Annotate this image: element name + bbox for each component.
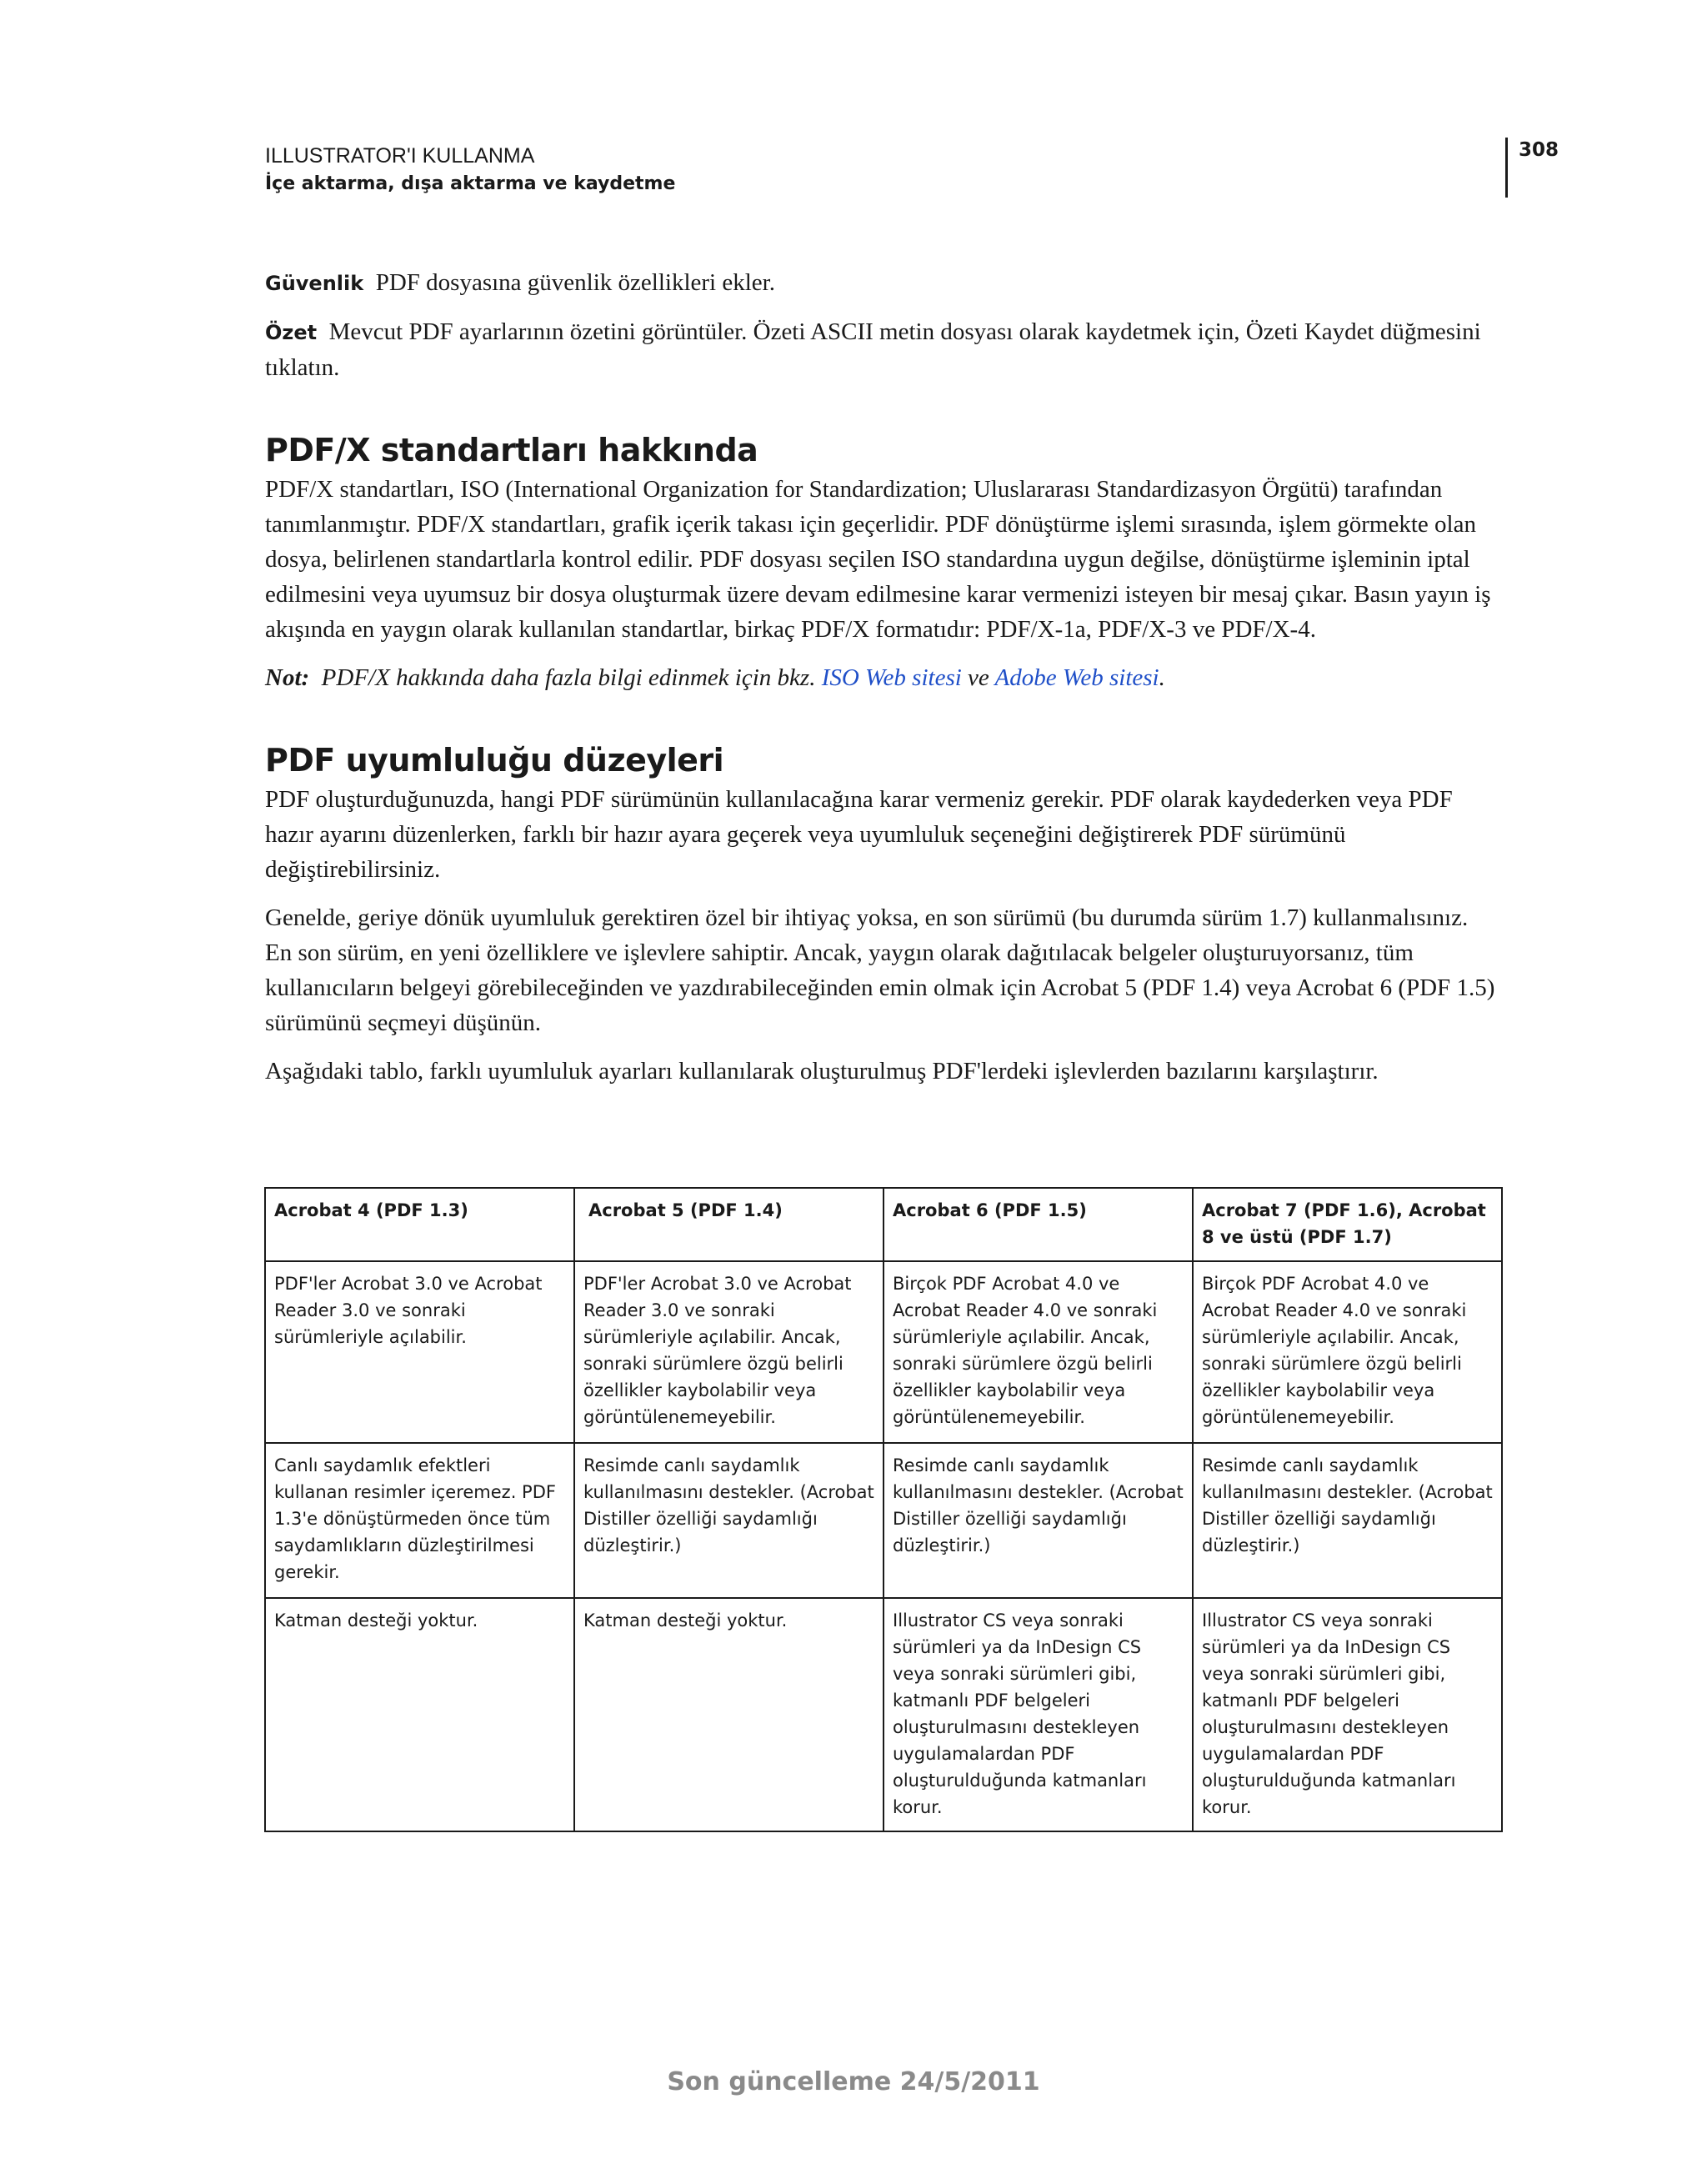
adobe-website-link[interactable]: Adobe Web sitesi: [994, 664, 1159, 691]
definition-guvenlik: [265, 265, 1499, 301]
header-divider: [1505, 138, 1508, 198]
table-row: [265, 1598, 1502, 1831]
footer-last-updated: Son güncelleme 24/5/2011: [667, 2067, 1040, 2096]
table-cell: PDF'ler Acrobat 3.0 ve Acrobat Reader 3.0 ve sonraki sürümleriyle açılabilir. Ancak, sonraki sürümlere özgü belirli özellikler kaybolabilir veya görüntülenemeyebilir.: [574, 1261, 884, 1443]
definition-term: Güvenlik: [265, 272, 364, 295]
section-title: İçe aktarma, dışa aktarma ve kaydetme: [265, 173, 676, 194]
table-row: [265, 1261, 1502, 1443]
table-header-cell: Acrobat 6 (PDF 1.5): [884, 1188, 1193, 1261]
note-label: Not:: [265, 664, 310, 691]
definition-text: PDF dosyasına güvenlik özellikleri ekler.: [375, 269, 775, 296]
running-header: [265, 142, 675, 198]
table-cell: Illustrator CS veya sonraki sürümleri ya da InDesign CS veya sonraki sürümleri gibi, katmanlı PDF belgeleri oluşturulmasını destekleyen uygulamalardan PDF oluşturulduğunda katmanları korur.: [884, 1598, 1193, 1831]
definition-ozet: [265, 314, 1499, 385]
table-cell: Illustrator CS veya sonraki sürümleri ya da InDesign CS veya sonraki sürümleri gibi, katmanlı PDF belgeleri oluşturulmasını destekleyen uygulamalardan PDF oluşturulduğunda katmanları korur.: [1193, 1598, 1502, 1831]
definition-text: Mevcut PDF ayarlarının özetini görüntüler. Özeti ASCII metin dosyası olarak kaydetmek için, Özeti Kaydet düğmesini tıklatın.: [265, 318, 1481, 381]
table-row: [265, 1443, 1502, 1598]
manual-title: ILLUSTRATOR'I KULLANMA: [265, 144, 535, 168]
heading-pdfx-standards: PDF/X standartları hakkında: [265, 432, 758, 468]
paragraph-compat-2: Genelde, geriye dönük uyumluluk gerektiren özel bir ihtiyaç yoksa, en son sürümü (bu durumda sürüm 1.7) kullanmalısınız. En son sürüm, en yeni özelliklere ve işlevlere sahiptir. Ancak, yaygın olarak dağıtılacak belgeler oluşturuyorsanız, tüm kullanıcıların belgeyi görebileceğinden ve yazdırabileceğinden emin olmak için Acrobat 5 (PDF 1.4) veya Acrobat 6 (PDF 1.5) sürümünü seçmeyi düşünün.: [265, 904, 1495, 1036]
table-header-cell: Acrobat 4 (PDF 1.3): [265, 1188, 574, 1261]
table-header-cell: Acrobat 5 (PDF 1.4): [574, 1188, 884, 1261]
table-cell: Resimde canlı saydamlık kullanılmasını destekler. (Acrobat Distiller özelliği saydamlığı düzleştirir.): [884, 1443, 1193, 1598]
main-content: [265, 265, 1499, 1089]
table-cell: Birçok PDF Acrobat 4.0 ve Acrobat Reader 4.0 ve sonraki sürümleriyle açılabilir. Ancak, sonraki sürümlere özgü belirli özellikler kaybolabilir veya görüntülenemeyebilir.: [884, 1261, 1193, 1443]
paragraph-compat-3: Aşağıdaki tablo, farklı uyumluluk ayarları kullanılarak oluşturulmuş PDF'lerdeki işlevlerden bazılarını karşılaştırır.: [265, 1058, 1379, 1084]
note-pdfx: [265, 660, 1499, 695]
note-end: .: [1159, 664, 1165, 691]
note-text: PDF/X hakkında daha fazla bilgi edinmek için bkz.: [321, 664, 816, 691]
table-cell: Katman desteği yoktur.: [265, 1598, 574, 1831]
page-number: 308: [1519, 139, 1559, 161]
table-cell: Resimde canlı saydamlık kullanılmasını destekler. (Acrobat Distiller özelliği saydamlığı düzleştirir.): [1193, 1443, 1502, 1598]
table-cell: Birçok PDF Acrobat 4.0 ve Acrobat Reader 4.0 ve sonraki sürümleriyle açılabilir. Ancak, sonraki sürümlere özgü belirli özellikler kaybolabilir veya görüntülenemeyebilir.: [1193, 1261, 1502, 1443]
heading-pdf-compatibility: PDF uyumluluğu düzeyleri: [265, 742, 724, 779]
table-cell: Katman desteği yoktur.: [574, 1598, 884, 1831]
definition-term: Özet: [265, 321, 318, 344]
table-cell: Canlı saydamlık efektleri kullanan resimler içeremez. PDF 1.3'e dönüştürmeden önce tüm saydamlıkların düzleştirilmesi gerekir.: [265, 1443, 574, 1598]
table-header-cell: Acrobat 7 (PDF 1.6), Acrobat 8 ve üstü (PDF 1.7): [1193, 1188, 1502, 1261]
note-conjunction: ve: [968, 664, 989, 691]
table-header-row: [265, 1188, 1502, 1261]
compatibility-table: [264, 1187, 1503, 1832]
table-cell: Resimde canlı saydamlık kullanılmasını destekler. (Acrobat Distiller özelliği saydamlığı düzleştirir.): [574, 1443, 884, 1598]
table-cell: PDF'ler Acrobat 3.0 ve Acrobat Reader 3.0 ve sonraki sürümleriyle açılabilir.: [265, 1261, 574, 1443]
iso-website-link[interactable]: ISO Web sitesi: [821, 664, 962, 691]
paragraph-compat-1: PDF oluşturduğunuzda, hangi PDF sürümünün kullanılacağına karar vermeniz gerekir. PDF olarak kaydederken veya PDF hazır ayarını düzenlerken, farklı bir hazır ayara geçerek veya uyumluluk seçeneğini değiştirerek PDF sürümünü değiştirebilirsiniz.: [265, 786, 1453, 883]
paragraph-pdfx: PDF/X standartları, ISO (International Organization for Standardization; Uluslararası Standardizasyon Örgütü) tarafından tanımlanmıştır. PDF/X standartları, grafik içerik takası için geçerlidir. PDF dönüştürme işlemi sırasında, işlem görmekte olan dosya, belirlenen standartlarla kontrol edilir. PDF dosyası seçilen ISO standardına uygun değilse, dönüştürme işleminin iptal edilmesini veya uyumsuz bir dosya oluşturmak üzere devam edilmesine karar vermenizi isteyen bir mesaj çıkar. Basın yayın iş akışında en yaygın olarak kullanılan standartlar, birkaç PDF/X formatıdır: PDF/X-1a, PDF/X-3 ve PDF/X-4.: [265, 476, 1491, 643]
